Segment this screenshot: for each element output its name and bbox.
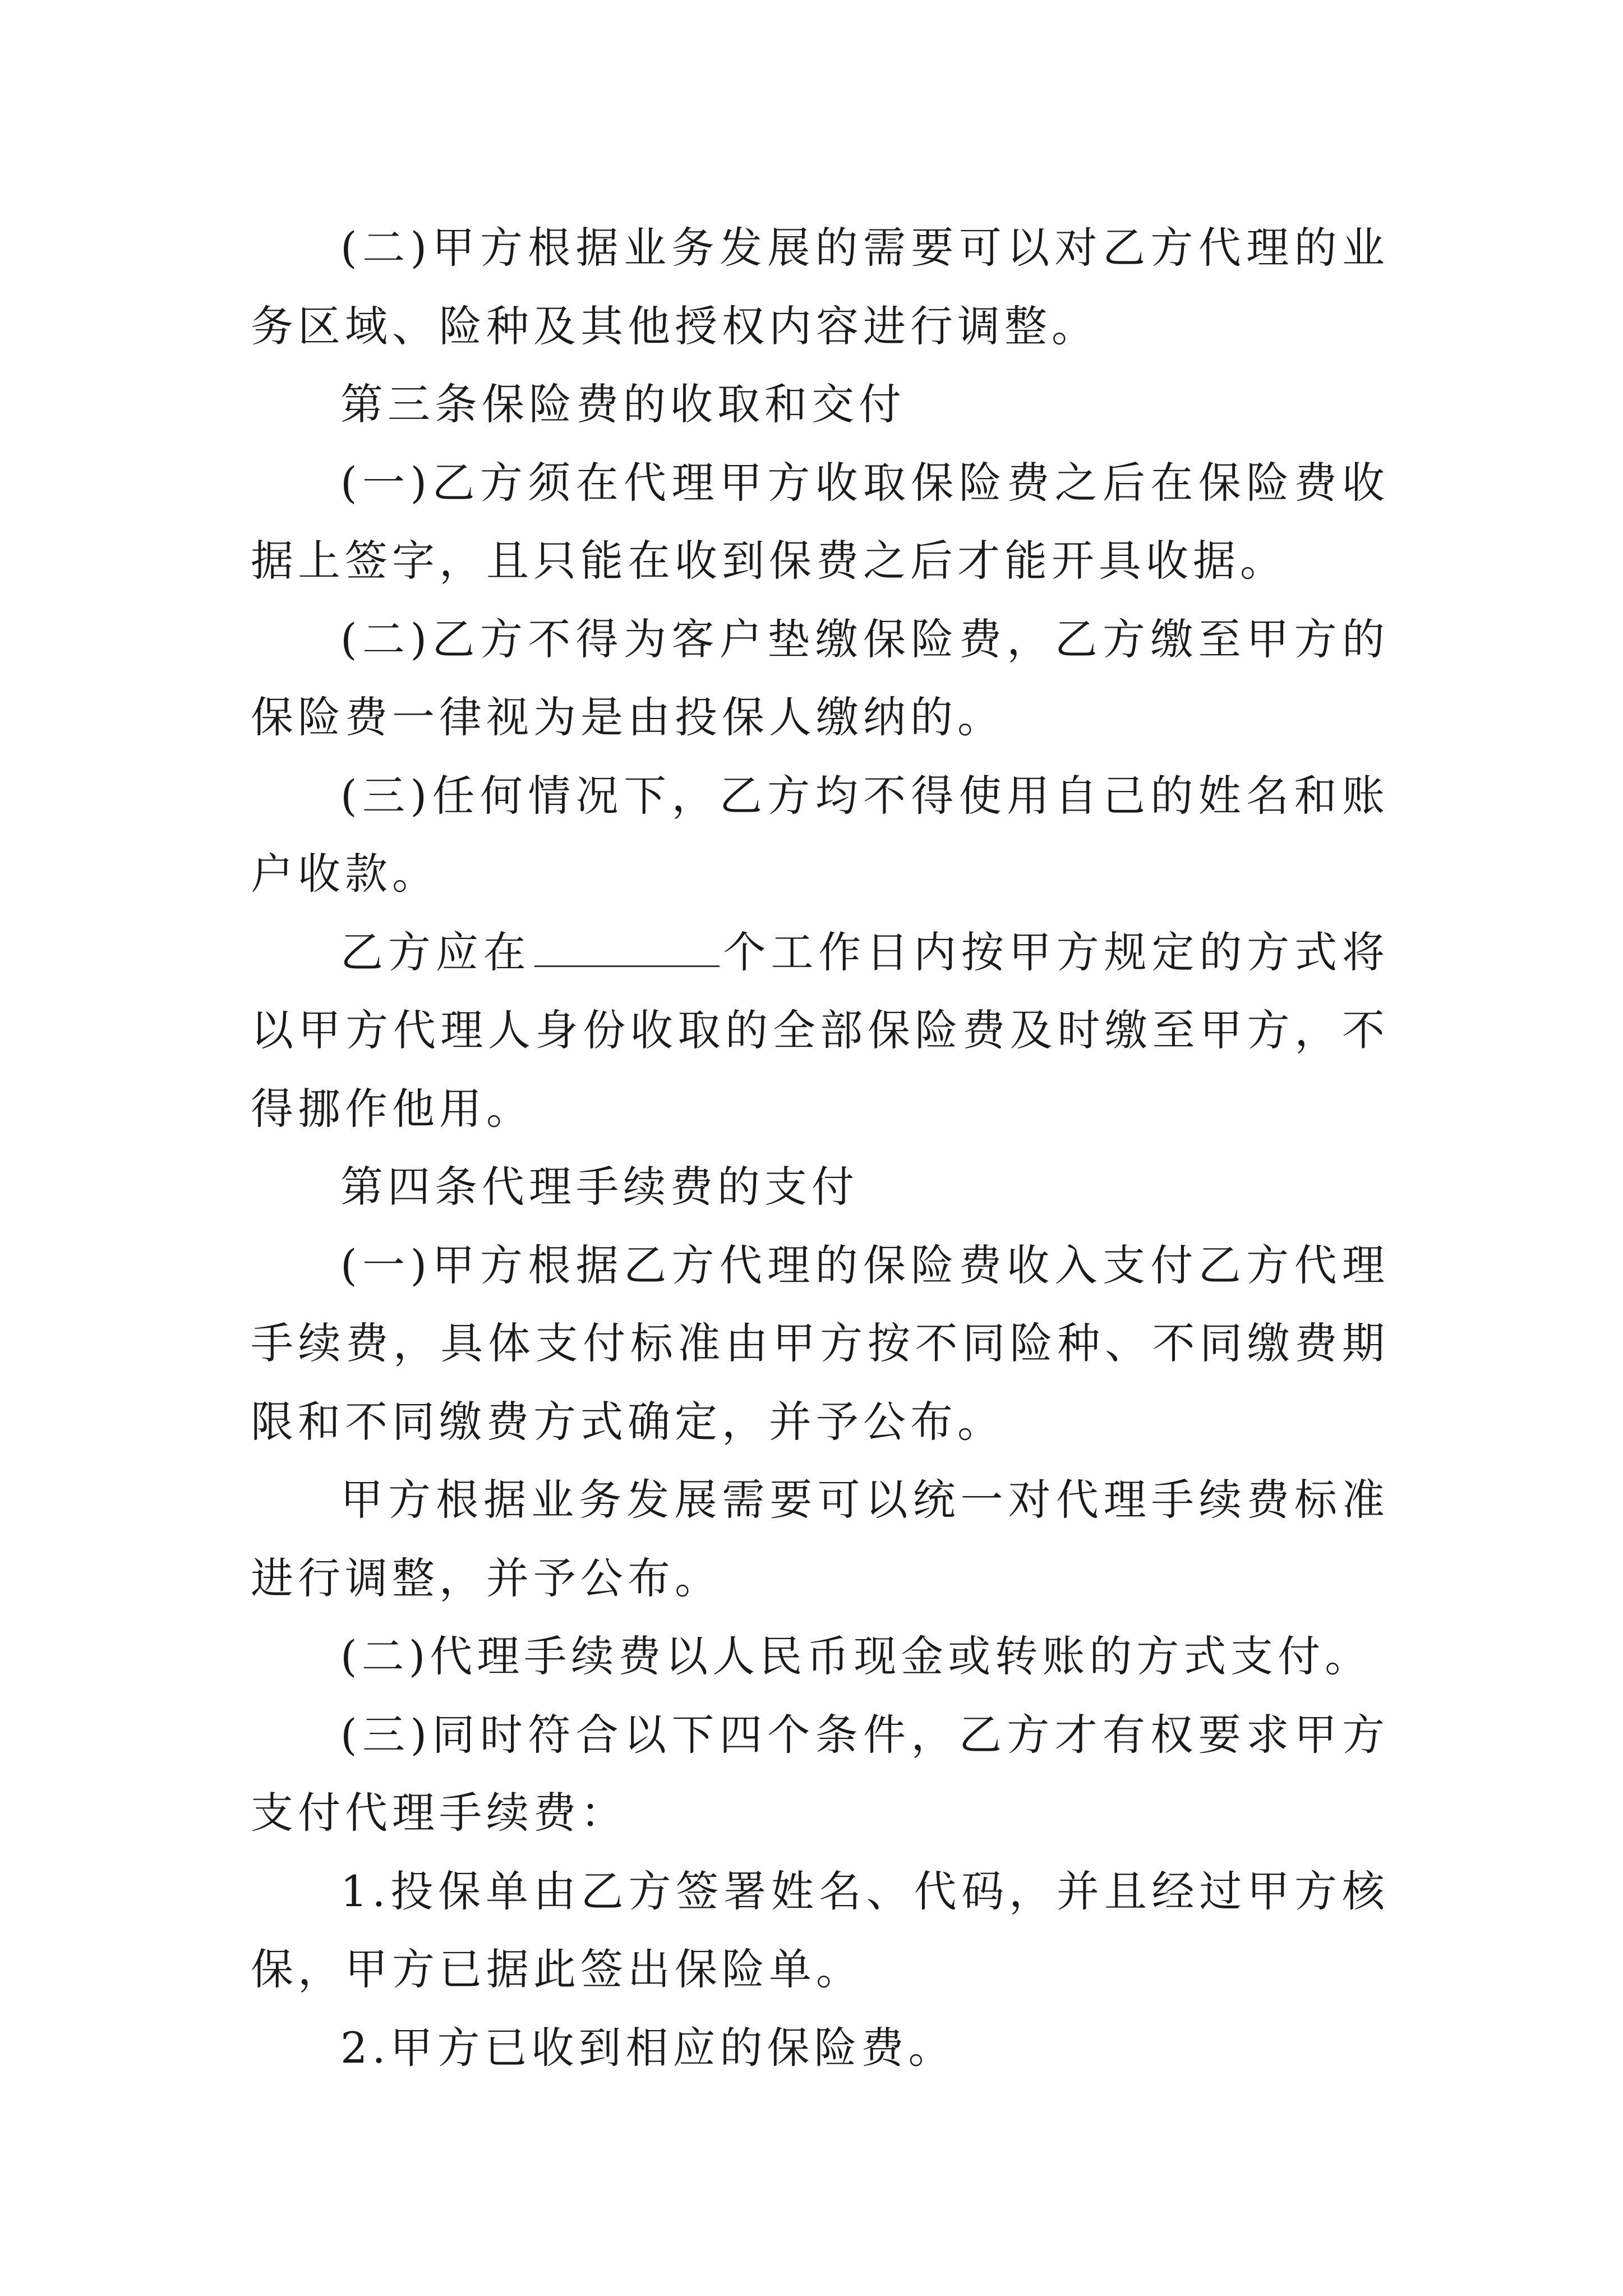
paragraph-receipt-signing: (一)乙方须在代理甲方收取保险费之后在保险费收据上签字，且只能在收到保费之后才能开具收据。	[251, 457, 1389, 586]
article-three-heading: 第三条保险费的收取和交付	[340, 379, 906, 429]
payment-deadline-text-after: 个工作日内按甲方规定的方式将以甲方代理人身份收取的全部保险费及时缴至甲方，不得挪作他用。	[251, 927, 1390, 1134]
condition-item-1: 1.投保单由乙方签署姓名、代码，并且经过甲方核保，甲方已据此签出保险单。	[251, 1866, 1389, 1994]
paragraph-adjustment-clause: (二)甲方根据业务发展的需要可以对乙方代理的业务区域、险种及其他授权内容进行调整。	[251, 223, 1389, 351]
paragraph-commission-conditions: (三)同时符合以下四个条件，乙方才有权要求甲方支付代理手续费：	[251, 1709, 1389, 1838]
paragraph-commission-adjustment: 甲方根据业务发展需要可以统一对代理手续费标准进行调整，并予公布。	[251, 1475, 1389, 1603]
blank-days-field	[534, 926, 720, 967]
paragraph-no-personal-account: (三)任何情况下，乙方均不得使用自己的姓名和账户收款。	[251, 770, 1389, 899]
paragraph-commission-standard: (一)甲方根据乙方代理的保险费收入支付乙方代理手续费，具体支付标准由甲方按不同险种、不同缴费期限和不同缴费方式确定，并予公布。	[251, 1240, 1389, 1447]
article-four-heading: 第四条代理手续费的支付	[340, 1162, 859, 1212]
payment-deadline-text-before: 乙方应在	[340, 927, 531, 977]
paragraph-payment-deadline	[251, 913, 1389, 1148]
paragraph-no-advance-payment: (二)乙方不得为客户垫缴保险费，乙方缴至甲方的保险费一律视为是由投保人缴纳的。	[251, 614, 1389, 742]
paragraph-commission-payment-method: (二)代理手续费以人民币现金或转账的方式支付。	[340, 1631, 1372, 1681]
document-body	[251, 209, 1389, 2087]
condition-item-2: 2.甲方已收到相应的保险费。	[340, 2022, 956, 2073]
